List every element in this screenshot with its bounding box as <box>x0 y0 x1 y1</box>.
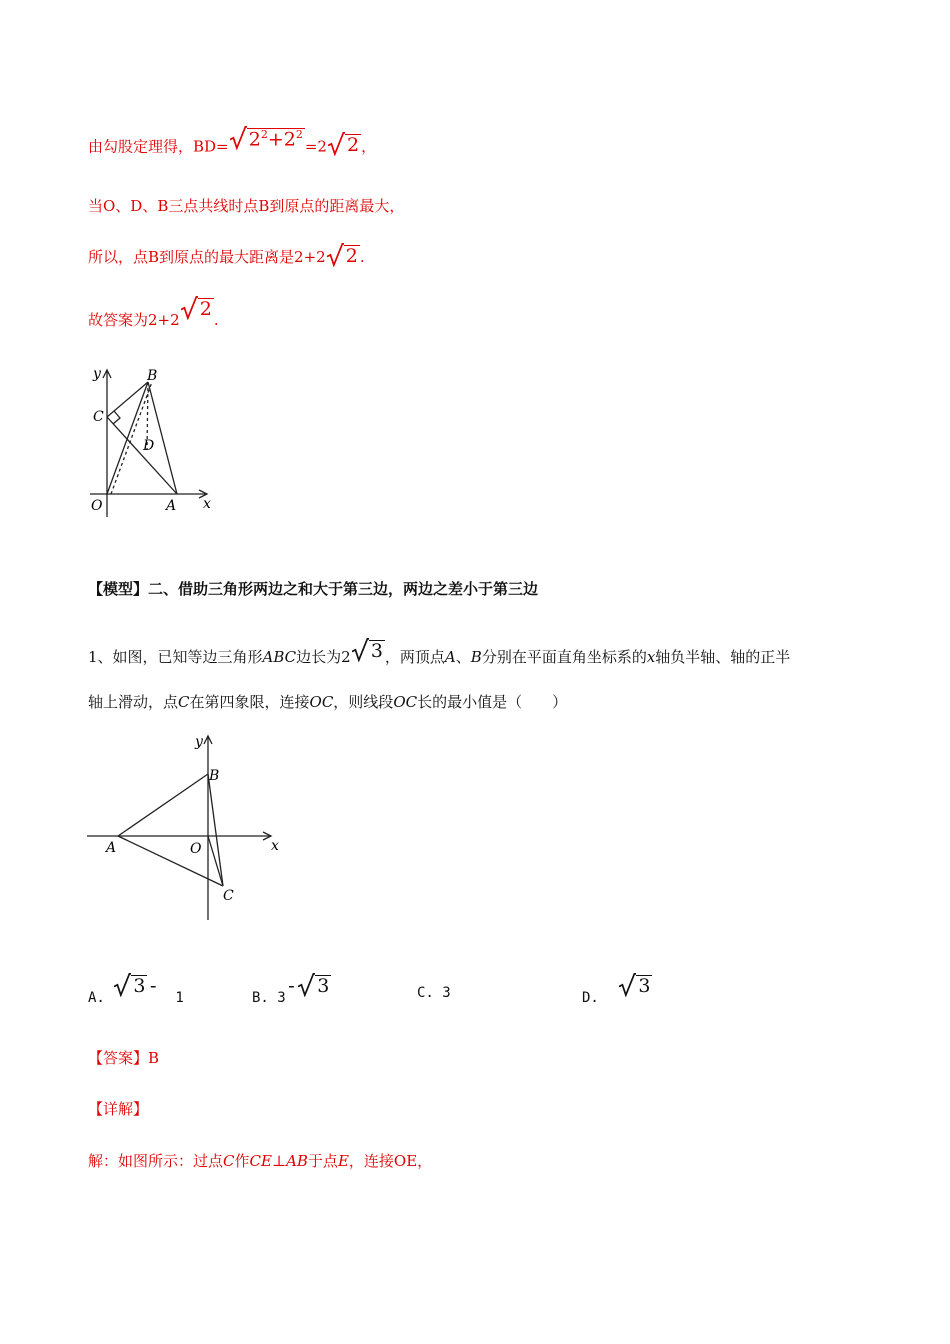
sqrt-3 <box>619 975 652 997</box>
answer-value: B <box>148 1049 160 1067</box>
label-D: D <box>143 438 155 454</box>
text: =2 <box>304 137 327 156</box>
solution-line-max-distance <box>88 245 365 267</box>
text: 分别在平面直角坐标系的 <box>481 648 647 666</box>
text: 轴负半轴、轴的正半 <box>655 648 791 666</box>
text: 所以，点B到原点的最大距离是2+2 <box>88 248 326 266</box>
text: - <box>147 975 159 997</box>
option-letter: B. <box>252 990 269 1006</box>
radical-icon <box>327 243 344 267</box>
label-B: B <box>147 368 158 384</box>
radical-icon <box>352 638 369 662</box>
option-D[interactable] <box>582 975 652 1006</box>
text: 作 <box>234 1152 250 1170</box>
text: ABC <box>262 648 297 666</box>
figure-1-diagram <box>85 362 220 517</box>
text: - <box>285 975 298 997</box>
text: CE <box>249 1152 272 1170</box>
text: 3 <box>442 985 451 1001</box>
segment-OC <box>208 836 223 886</box>
text: 、 <box>455 648 471 666</box>
model-heading: 【模型】二、借助三角形两边之和大于第三边，两边之差小于第三边 <box>88 580 539 598</box>
option-B[interactable] <box>252 975 331 1006</box>
perpendicular-symbol: ⊥ <box>271 1152 287 1170</box>
radical-icon <box>619 973 636 997</box>
text: 3 <box>638 975 651 997</box>
sqrt-3 <box>298 975 331 997</box>
radical-icon <box>181 296 198 320</box>
question-line-2 <box>88 691 567 712</box>
option-A[interactable] <box>88 975 184 1006</box>
sqrt-2 <box>327 245 360 267</box>
answer-label: 【答案】 <box>88 1049 149 1067</box>
radical-icon <box>298 973 315 997</box>
text: ，连接OE， <box>348 1152 433 1170</box>
answer-line <box>88 1047 159 1068</box>
text: OC <box>393 693 418 711</box>
text: 2 <box>345 245 358 267</box>
text: 于点 <box>307 1152 338 1170</box>
segment-AC <box>118 836 223 886</box>
solution-line-collinear: 当O、D、B三点共线时点B到原点的距离最大， <box>88 197 405 215</box>
option-letter: A. <box>88 990 105 1006</box>
label-y: y <box>195 734 203 750</box>
text: 轴上滑动，点 <box>88 693 179 711</box>
text: 2 <box>295 128 303 141</box>
text: 2 <box>347 134 360 157</box>
segment-BC <box>208 774 223 886</box>
label-O: O <box>190 841 202 857</box>
sqrt-3 <box>352 640 385 662</box>
text: . <box>359 248 365 266</box>
option-letter: D. <box>582 990 599 1006</box>
text: 3 <box>133 975 146 997</box>
sqrt-expression <box>230 128 305 150</box>
option-letter: C. <box>417 985 434 1001</box>
text: + <box>267 128 284 151</box>
label-y: y <box>93 366 101 382</box>
segment-AB <box>118 774 208 836</box>
label-x: x <box>203 496 211 512</box>
text: 解：如图所示：过点 <box>88 1152 224 1170</box>
text: 故答案为2+2 <box>88 311 180 329</box>
text: 由勾股定理得，BD= <box>88 137 229 156</box>
radical-icon <box>114 973 131 997</box>
radical-icon <box>230 126 247 150</box>
text: AB <box>286 1152 308 1170</box>
text: . <box>213 311 219 329</box>
label-B: B <box>209 768 220 784</box>
solution-2-line <box>88 1150 432 1171</box>
text: 1、如图，已知等边三角形 <box>88 648 263 666</box>
text: E <box>337 1152 349 1170</box>
text: 在第四象限，连接 <box>189 693 310 711</box>
text: B <box>470 648 482 666</box>
label-A: A <box>106 840 117 856</box>
text: A <box>444 648 456 666</box>
text: 2 <box>260 128 268 141</box>
text: 2 <box>248 128 261 151</box>
detail-heading: 【详解】 <box>88 1100 149 1118</box>
right-angle-mark <box>113 411 120 424</box>
sqrt-2 <box>181 298 214 320</box>
text: ， <box>361 137 377 156</box>
text: x <box>646 648 656 666</box>
text: ，两顶点 <box>384 648 445 666</box>
text: 3 <box>277 990 286 1006</box>
text: 3 <box>317 975 330 997</box>
text: 2 <box>283 128 296 151</box>
option-C[interactable] <box>417 985 451 1001</box>
text: 边长为2 <box>296 648 351 666</box>
text: OC <box>309 693 334 711</box>
text: 2 <box>199 298 212 320</box>
text: ，则线段 <box>333 693 394 711</box>
question-line-1 <box>88 640 790 667</box>
label-C: C <box>93 409 104 425</box>
text: 3 <box>370 640 383 662</box>
label-x: x <box>271 838 279 854</box>
radical-icon <box>328 132 345 156</box>
label-C: C <box>223 888 234 904</box>
label-O: O <box>91 498 103 514</box>
solution-line-answer <box>88 298 219 330</box>
sqrt-2 <box>328 134 361 156</box>
text: C <box>178 693 190 711</box>
text: 1 <box>175 990 184 1006</box>
label-A: A <box>166 498 177 514</box>
solution-line-bd <box>88 128 376 156</box>
sqrt-3 <box>114 975 147 997</box>
figure-2-diagram <box>85 728 285 923</box>
text: C <box>223 1152 235 1170</box>
text: 长的最小值是（ ） <box>417 693 568 711</box>
